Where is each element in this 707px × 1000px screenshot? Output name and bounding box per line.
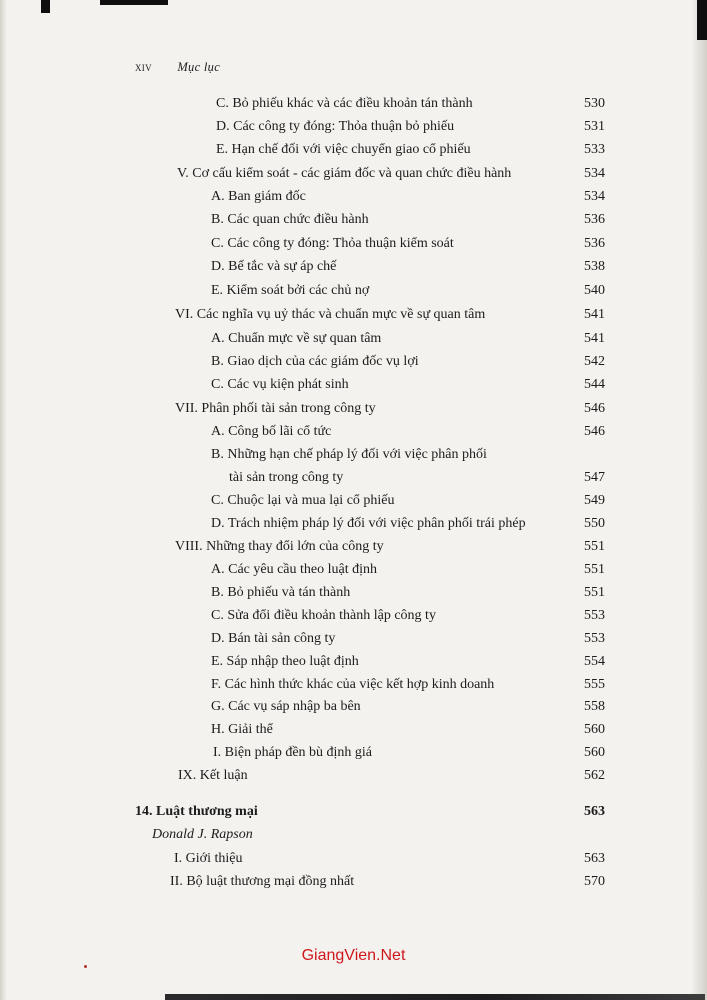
toc-entry: [0, 139, 707, 161]
toc-entry-text: VII. Phân phối tài sản trong công ty: [175, 401, 376, 416]
running-head: [135, 60, 220, 75]
toc-entry-page: 555: [584, 677, 605, 692]
watermark-text: GiangVien.Net: [301, 947, 406, 964]
toc-entry-page: 538: [584, 259, 605, 274]
toc-entry: [0, 871, 707, 893]
toc-entry: [0, 696, 707, 718]
toc-entry-text: B. Những hạn chế pháp lý đối với việc phân phối: [211, 447, 487, 462]
toc-entry-page: 551: [584, 539, 605, 554]
toc-entry: [0, 605, 707, 627]
toc-entry-page: 549: [584, 493, 605, 508]
toc-entry: [0, 848, 707, 870]
toc-entry-page: 551: [584, 562, 605, 577]
toc-entry-text: D. Các công ty đóng: Thỏa thuận bỏ phiếu: [216, 119, 455, 134]
toc-entry-page: 541: [584, 307, 605, 322]
chapter-heading: [0, 801, 707, 823]
toc-entry-continuation: [0, 467, 707, 489]
toc-entry-page: 562: [584, 768, 605, 783]
toc-entry-text: IX. Kết luận: [178, 768, 248, 783]
toc-entry-text: E. Kiểm soát bởi các chủ nợ: [211, 283, 370, 298]
toc-entry: [0, 256, 707, 278]
toc-entry-text: C. Chuộc lại và mua lại cổ phiếu: [211, 493, 395, 508]
toc-entry-text: tài sản trong công ty: [229, 470, 344, 485]
toc-entry-text: F. Các hình thức khác của việc kết hợp kinh doanh: [211, 677, 495, 692]
toc-entry-text: VIII. Những thay đổi lớn của công ty: [175, 539, 384, 554]
toc-entry-text: B. Bỏ phiếu và tán thành: [211, 585, 351, 600]
toc-entry: [0, 93, 707, 115]
toc-entry-page: 570: [584, 874, 605, 889]
toc-entry-text: I. Biện pháp đền bù định giá: [213, 745, 373, 760]
toc-entry-text: A. Công bố lãi cổ tức: [211, 424, 332, 439]
toc-entry-text: C. Các công ty đóng: Thỏa thuận kiểm soát: [211, 236, 454, 251]
toc-entry-text: II. Bộ luật thương mại đồng nhất: [170, 874, 355, 889]
toc-entry: [0, 513, 707, 535]
toc-entry: [0, 421, 707, 443]
toc-entry-text: D. Bán tài sản công ty: [211, 631, 336, 646]
toc-entry-page: 546: [584, 401, 605, 416]
toc-entry-page: 550: [584, 516, 605, 531]
toc-entry-page: 553: [584, 631, 605, 646]
toc-entry: [0, 398, 707, 420]
toc-entry-text: A. Chuẩn mực về sự quan tâm: [211, 331, 382, 346]
toc-entry-text: H. Giải thể: [211, 722, 273, 737]
toc-entry: [0, 304, 707, 326]
toc-entry-page: 551: [584, 585, 605, 600]
toc-entry: [0, 209, 707, 231]
toc-entry: [0, 719, 707, 741]
toc-entry: [0, 536, 707, 558]
toc-entry-page: 536: [584, 212, 605, 227]
toc-entry-page: 563: [584, 851, 605, 866]
scan-mark: [100, 0, 168, 5]
toc-entry-page: 534: [584, 189, 605, 204]
toc-entry: [0, 742, 707, 764]
toc-entry-text: B. Các quan chức điều hành: [211, 212, 369, 227]
toc-entry-text: B. Giao dịch của các giám đốc vụ lợi: [211, 354, 419, 369]
toc-entry: [0, 116, 707, 138]
toc-entry-page: 558: [584, 699, 605, 714]
toc-entry-page: 541: [584, 331, 605, 346]
toc-entry-page: 560: [584, 722, 605, 737]
toc-entry-text: A. Các yêu cầu theo luật định: [211, 562, 378, 577]
scan-speck: [84, 965, 87, 968]
scan-mark: [697, 0, 707, 40]
toc-entry-page: 540: [584, 283, 605, 298]
toc-entry: [0, 280, 707, 302]
toc-entry-page: 531: [584, 119, 605, 134]
author-name: Donald J. Rapson: [152, 827, 253, 842]
toc-entry-page: 547: [584, 470, 605, 485]
toc-entry: [0, 582, 707, 604]
toc-entry: [0, 559, 707, 581]
scan-mark: [41, 0, 50, 13]
running-title: Mục lục: [177, 60, 221, 74]
toc-entry-text: A. Ban giám đốc: [211, 189, 306, 204]
toc-entry-text: VI. Các nghĩa vụ uỷ thác và chuẩn mực về sự quan tâm: [175, 307, 486, 322]
chapter-title: 14. Luật thương mại: [135, 804, 258, 819]
toc-entry: [0, 163, 707, 185]
page-number-roman: xiv: [135, 60, 152, 74]
toc-entry: [0, 374, 707, 396]
toc-entry-text: E. Hạn chế đối với việc chuyển giao cổ phiếu: [216, 142, 471, 157]
toc-entry-text: D. Trách nhiệm pháp lý đối với việc phân phối trái phép: [211, 516, 526, 531]
toc-entry: [0, 674, 707, 696]
toc-entry-text: C. Bỏ phiếu khác và các điều khoản tán thành: [216, 96, 473, 111]
toc-entry-text: I. Giới thiệu: [174, 851, 243, 866]
chapter-page: 563: [584, 804, 605, 819]
toc-entry-page: 534: [584, 166, 605, 181]
scan-bottom-edge: [165, 994, 705, 1000]
toc-entry-page: 560: [584, 745, 605, 760]
toc-entry-text: V. Cơ cấu kiểm soát - các giám đốc và quan chức điều hành: [177, 166, 512, 181]
toc-entry: [0, 628, 707, 650]
toc-entry-text: E. Sáp nhập theo luật định: [211, 654, 359, 669]
toc-entry: [0, 444, 707, 466]
toc-entry-page: 533: [584, 142, 605, 157]
toc-entry-text: D. Bế tắc và sự áp chế: [211, 259, 337, 274]
toc-entry-page: 530: [584, 96, 605, 111]
toc-entry-page: 536: [584, 236, 605, 251]
toc-entry-page: 546: [584, 424, 605, 439]
toc-entry-page: 554: [584, 654, 605, 669]
toc-entry-page: 544: [584, 377, 605, 392]
toc-entry: [0, 186, 707, 208]
toc-entry-text: G. Các vụ sáp nhập ba bên: [211, 699, 361, 714]
toc-entry-text: C. Các vụ kiện phát sinh: [211, 377, 349, 392]
toc-entry-page: 553: [584, 608, 605, 623]
toc-entry: [0, 328, 707, 350]
toc-entry: [0, 765, 707, 787]
chapter-author: [0, 824, 707, 846]
toc-entry: [0, 233, 707, 255]
toc-entry-text: C. Sửa đổi điều khoản thành lập công ty: [211, 608, 436, 623]
toc-entry: [0, 651, 707, 673]
toc-entry-page: 542: [584, 354, 605, 369]
toc-entry: [0, 490, 707, 512]
toc-entry: [0, 351, 707, 373]
